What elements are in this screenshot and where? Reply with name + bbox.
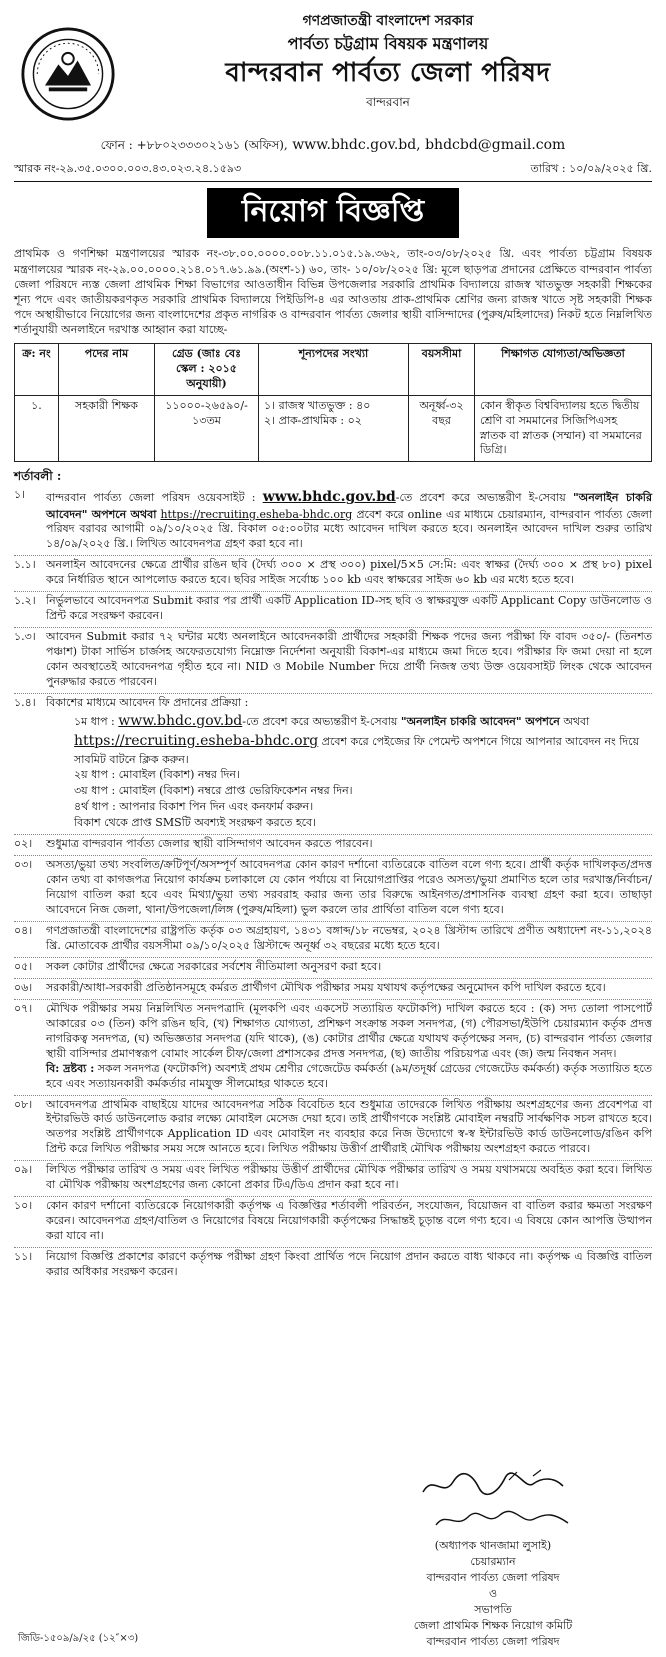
letterhead [14,8,652,160]
online-job-application-option: "অনলাইন চাকরি আবেদন" অপশনে অথবা [46,491,653,521]
vacancy-table [14,343,652,462]
clause-number: ০৪। [14,923,33,937]
cell-vacancy [259,395,409,461]
clause-1-part-b: -তে প্রবেশ করে অভ্যন্তরীণ ই-সেবায় [395,491,566,505]
government-name: গণপ্রজাতন্ত্রী বাংলাদেশ সরকার [302,13,474,29]
payment-step-5: বিকাশ থেকে প্রাপ্ত SMSটি অবশ্যই সংরক্ষণ করতে হবে। [74,816,317,830]
website-email[interactable]: www.bhdc.gov.bd, bhdcbd@gmail.com [292,137,566,153]
clause-number: ০২। [14,837,33,851]
clause-text: অসত্য/ভুয়া তথ্য সংবলিত/ক্রটিপূর্ণ/অসম্পূর্ণ আবেদনপত্র কোন কারণ দর্শানো ব্যতিরেকে বাতিল বলে গণ্য হবে। প্রার্থী কর্তৃক দাখিলকৃত/প্রদত্ত কোন তথ্য বা কাগজপত্র নিয়োগ কার্যক্রম চলাকালে যে কোন পর্যায়ে বা নিয়োগপ্রাপ্তির পরেও অসত্য/ভুয়া প্রমাণিত হলে তার দরখাস্ত/নির্বাচন/নিয়োগ বাতিল করা হবে এবং মিথ্যা/ভুয়া তথ্য সরবরাহ করার জন্য তার বিরুদ্ধে আইনগত/প্রশাসনিক ব্যবস্থা গ্রহণ করা হবে। তাছাড়া আবেদনে নিজ জেলা, থানা/উপজেলা/লিঙ্গ (পুরুষ/মহিলা) ভুল করলে তার প্রার্থিতা বাতিল বলে গণ্য হবে। [46,858,652,917]
clause-number: ১১। [14,1250,33,1264]
signature-block [368,1468,618,1649]
clause-number: ১.১। [14,558,36,572]
clause-11 [14,1248,652,1283]
vacancy-preprimary: ২। প্রাক-প্রাথমিক : ০২ [264,413,362,427]
cell-post: সহকারী শিক্ষক [59,395,155,461]
signatory-role-chairman: চেয়ারম্যান [470,1554,516,1568]
clause-number: ১.৪। [14,695,36,709]
clause-6 [14,979,652,1000]
clause-8 [14,1096,652,1162]
clause-7 [14,1000,652,1096]
clause-number: ০৭। [14,1001,33,1015]
signatory-and: ও [488,1586,498,1600]
payment-step-3: ৩য় ধাপ : মোবাইল (বিকাশ) নম্বরে প্রাপ্ত ভেরিফিকেশন নম্বর দিন। [74,784,353,798]
clause-4 [14,922,652,958]
clause-number: ০৯। [14,1163,33,1177]
clause-text: কোন কারণ দর্শানো ব্যতিরেকে নিয়োগকারী কর্তৃপক্ষ এ বিজ্ঞপ্তির শর্তাবলী পরিবর্তন, সংযোজন, বিয়োজন বা বাতিল করার ক্ষমতা সংরক্ষণ করেন। আবেদনপত্র গ্রহণ/বাতিল ও নিয়োগের বিষয়ে নিয়োগকারী কর্তৃপক্ষের সিদ্ধান্তই চূড়ান্ত বলে গণ্য হবে। এ বিষয়ে কোন আপত্তি উত্থাপন করা যাবে না। [46,1199,652,1243]
clause-number: ০৫। [14,959,33,973]
ministry-name: পার্বত্য চট্টগ্রাম বিষয়ক মন্ত্রণালয় [287,33,489,53]
signatory-org: বান্দরবান পার্বত্য জেলা পরিষদ [426,1570,560,1584]
clause-text: আবেদন Submit করার ৭২ ঘন্টার মধ্যে অনলাইনে আবেদনকারী প্রার্থীদের সহকারী শিক্ষক পদের জন্য পরীক্ষা ফি বাবদ ৩৫০/- (তিনশত পঞ্চাশ) টাকা সার্ভিস চার্জসহ অফেরতযোগ্য নিম্নোক্ত নির্দেশনা অনুযায়ী বিকাশ-এর মাধ্যমে জমা দিতে হবে। পরীক্ষার ফি জমা দেয়া না হলে কোন অবস্থাতেই আবেদনপত্র গৃহীত হবে না। NID ও Mobile Number দিয়ে প্রার্থী নিজস্ব তথ্য উক্ত ওয়েবসাইট লিংক থেকে আবেদন পুনরুদ্ধার করতে পারবেন। [46,630,652,689]
signatory-name: (অধ্যাপক থানজামা লুসাই) [434,1538,552,1552]
clause-number: ১। [14,488,26,502]
clause-text: বিকাশের মাধ্যমে আবেদন ফি প্রদানের প্রক্রিয়া : [46,695,249,709]
clause-number: ১০। [14,1199,33,1213]
table-row [15,395,652,461]
clause-5 [14,958,652,979]
memo-number: স্মারক নং-২৯.৩৫.০৩০০.০০৩.৪৩.০২৩.২৪.১৫৯৩ [14,162,242,175]
step-1-part-b: -তে প্রবেশ করে অভ্যন্তরীণ ই-সেবায় [242,714,398,728]
clause-7-body: মৌখিক পরীক্ষার সময় নিম্নলিখিত সনদপত্রাদি (মূলকপি এবং একসেট সত্যায়িত ফটোকপি) দাখিল করতে হবে : (ক) সদ্য তোলা পাসপোর্ট আকারের ০৩ (তিন) কপি রঙিন ছবি, (খ) শিক্ষাগত যোগ্যতা, প্রশিক্ষণ সংক্রান্ত সকল সনদপত্র, (গ) পৌরসভা/ইউপি চেয়ারম্যান কর্তৃক প্রদত্ত নাগরিকত্ব সনদপত্র, (ঘ) অভিজ্ঞতার সনদপত্র (যদি থাকে), (ঙ) কোটার প্রার্থীর ক্ষেত্রে যথাযথ কর্তৃপক্ষের সনদ, (চ) বান্দরবান পার্বত্য জেলার স্থায়ী বাসিন্দার প্রমাণস্বরূপ বোমাং সার্কেল চীফ/জেলা প্রশাসকের প্রদত্ত সনদপত্র, (ছ) জাতীয় পরিচয়পত্র এবং (জ) জন্ম নিবন্ধন সনদ। [46,1001,652,1060]
vacancy-revenue: ১। রাজস্ব খাতভুক্ত : ৪০ [264,398,371,412]
step-1-label: ১ম ধাপ : [74,714,115,728]
clause-1-part-a: বান্দরবান পার্বত্য জেলা পরিষদ ওয়েবসাইট : [46,491,256,505]
clause-9 [14,1161,652,1197]
clause-number: ০৮। [14,1097,33,1111]
step-recruiting-portal-link[interactable]: https://recruiting.esheba-bhdc.org [74,733,319,750]
recruiting-portal-link[interactable]: https://recruiting.esheba-bhdc.org [160,507,353,521]
payment-step-2: ২য় ধাপ : মোবাইল (বিকাশ) নম্বর দিন। [74,768,240,782]
clause-text: শুধুমাত্র বান্দরবান পার্বত্য জেলার স্থায়ী বাসিন্দাগণ আবেদন করতে পারবেন। [46,837,373,851]
cell-age: অনূর্ধ্ব-৩২ বছর [409,395,475,461]
cell-serial: ১. [15,395,59,461]
clause-text [46,1002,652,1092]
step-website-link[interactable]: www.bhdc.gov.bd [118,712,243,729]
clause-10 [14,1197,652,1248]
gd-reference: জিডি-১৫০৯/৯/২৫ (১২″×৩) [18,1632,139,1644]
note-text: সকল সনদপত্র (ফটোকপি) অবশ্যই প্রথম শ্রেণীর গেজেটেড কর্মকর্তা (৯ম/তদূর্ধ্ব গ্রেডের গেজেটেড কর্মকর্তা) কর্তৃক সত্যায়িত হতে হবে এবং সত্যায়নকারী কর্মকর্তার নামযুক্ত সীলমোহর থাকতে হবে। [46,1061,653,1090]
col-grade: গ্রেড (জাঃ বেঃ স্কেল : ২০১৫ অনুযায়ী) [155,344,259,396]
website-link[interactable]: www.bhdc.gov.bd [262,489,396,506]
note-label: বি: দ্রষ্টব্য : [46,1061,95,1075]
clause-text: লিখিত পরীক্ষার তারিখ ও সময় এবং লিখিত পরীক্ষায় উত্তীর্ণ প্রার্থীদের মৌখিক পরীক্ষার তারিখ ও সময় যথাসময়ে অবহিত করা হবে। লিখিত বা মৌখিক পরীক্ষায় অংশগ্রহণের জন্য কোনো প্রকার টিএ/ডিএ প্রদান করা হবে না। [46,1163,652,1192]
step-online-application-option: "অনলাইন চাকরি আবেদন" অপশনে [400,714,560,728]
notice-title: নিয়োগ বিজ্ঞপ্তি [207,188,459,239]
col-qualification: শিক্ষাগত যোগ্যতা/অভিজ্ঞতা [475,344,652,396]
place-name: বান্দরবান [366,94,410,109]
table-header-row [15,344,652,396]
clause-text: নিয়োগ বিজ্ঞপ্তি প্রকাশের কারণে কর্তৃপক্ষ পরীক্ষা গ্রহণ কিংবা প্রার্থিত পদে নিয়োগ প্রদান করতে বাধ্য থাকবে না। কর্তৃপক্ষ এ বিজ্ঞপ্তি বাতিল করার অধিকার সংরক্ষণ করেন। [46,1250,652,1279]
col-age: বয়সসীমা [409,344,475,396]
letterhead-text [124,8,652,110]
col-post: পদের নাম [59,344,155,396]
col-serial: ক্র: নং [15,344,59,396]
council-seal-icon [20,26,116,122]
step-1-or: অথবা [563,714,590,728]
clause-text: গণপ্রজাতন্ত্রী বাংলাদেশের রাষ্ট্রপতি কর্তৃক ০৩ অগ্রহায়ণ, ১৪৩১ বঙ্গাব্দ/১৮ নভেম্বর, ২০২৪ খ্রিস্টাব্দ তারিখে প্রণীত অধ্যাদেশ নং-১১,২০২৪ খ্রি. মোতাবেক প্রার্থীর বয়সসীমা ০৯/১০/২০২৫ খ্রিস্টাব্দে অনূর্ধ্ব ৩২ বছরের মধ্যে হতে হবে। [46,923,652,952]
clause-text: নির্ভুলভাবে আবেদনপত্র Submit করার পর প্রার্থী একটি Application ID-সহ ছবি ও স্বাক্ষরযুক্ত একটি Applicant Copy ডাউনলোড ও প্রিন্ট করে সংরক্ষণ করবেন। [46,594,652,623]
clause-text: অনলাইন আবেদনের ক্ষেত্রে প্রার্থীর রঙিন ছবি (দৈর্ঘ্য ৩০০ × প্রস্থ ৩০০) pixel/5×5 সে:মি: এবং স্বাক্ষর (দৈর্ঘ্য ৩০০ × প্রস্থ ৮০) pixel করে নির্ধারিত স্থানে আপলোড করতে হবে। ছবির সাইজ সর্বোচ্চ ১০০ kb এবং স্বাক্ষরের সাইজ ৬০ kb এর মধ্যে হতে হবে। [46,558,652,587]
clause-1-2 [14,592,652,628]
clause-1-3 [14,628,652,694]
payment-step-1 [74,711,652,768]
col-vacancy: শূন্যপদের সংখ্যা [259,344,409,396]
handwritten-signature [413,1468,573,1502]
payment-step-4: ৪র্থ ধাপ : আপনার বিকাশ পিন দিন এবং কনফার্ম করুন। [74,800,314,814]
signatory-org-2: বান্দরবান পার্বত্য জেলা পরিষদ [426,1634,560,1648]
clause-number: ১.৩। [14,630,36,644]
phone-number: ফোন : +৮৮০২৩৩৩০২১৬১ (অফিস), [100,138,288,152]
clause-text: আবেদনপত্র প্রাথমিক বাছাইয়ে যাদের আবেদনপত্র সঠিক বিবেচিত হবে শুধুমাত্র তাদেরকে লিখিত পরীক্ষায় অংশগ্রহণের জন্য প্রবেশপত্র বা ইন্টারভিউ কার্ড ডাউনলোড করার লক্ষ্যে মোবাইল মেসেজ দেয়া হবে। তাই প্রার্থীগণকে সংশ্লিষ্ট মোবাইল নম্বরটি সার্বক্ষণিক সচল রাখতে হবে। অতপর সংশ্লিষ্ট প্রার্থীগণকে Application ID এবং মোবাইল নং ব্যবহার করে নিজ উদ্যোগে স্ব-স্ব ইন্টারভিউ কার্ড ডাউনলোড/রঙিন কপি প্রিন্ট করে লিখিত পরীক্ষার সময় সঙ্গে আনতে হবে। লিখিত পরীক্ষায় উত্তীর্ণ প্রার্থীরাই মৌখিক পরীক্ষায় অংশগ্রহণ করতে পারবে। [46,1097,652,1156]
clause-text [46,488,652,552]
clause-1 [14,486,652,556]
clause-number: ০৬। [14,980,33,994]
clause-number: ১.২। [14,594,36,608]
council-name: বান্দরবান পার্বত্য জেলা পরিষদ [225,58,551,89]
contact-line [14,136,652,155]
memo-date: তারিখ : ১০/০৯/২০২৫ খ্রি. [530,162,652,175]
clause-1-4 [14,694,652,835]
conditions-title: শর্তাবলী : [14,469,62,484]
clause-1-part-c: প্রবেশ করে online এর মাধ্যমে চেয়ারম্যান, বান্দরবান পার্বত্য জেলা পরিষদ বরাবর আগামী ০৯/১০/২০২৫ খ্রি. বিকাল ০৫:০০টার মধ্যে আবেদন দাখিল করতে হবে। অনলাইন আবেদন দাখিল শুরুর তারিখ ১৪/০৯/২০২৫ খ্রি.। লিখিত আবেদনপত্র গ্রহণ করা হবে না। [46,507,653,551]
cursive-signature-mark [428,1507,588,1533]
header-divider [14,181,652,182]
cell-qualification: কোন স্বীকৃত বিশ্ববিদ্যালয় হতে দ্বিতীয় শ্রেণি বা সমমানের সিজিপিএসহ স্নাতক বা স্নাতক (সম্মান) বা সমমানের ডিগ্রি। [475,395,652,461]
signatory-role-president: সভাপতি [474,1602,512,1616]
signatory-committee: জেলা প্রাথমিক শিক্ষক নিয়োগ কমিটি [413,1618,573,1632]
cell-grade: ১১০০০-২৬৫৯০/- ১৩তম [155,395,259,461]
clause-1-1 [14,556,652,592]
intro-paragraph: প্রাথমিক ও গণশিক্ষা মন্ত্রণালয়ের স্মারক নং-৩৮.০০.০০০০.০০৮.১১.০১৫.১৯.৩৬২, তাং-০৩/০৮/২০২৫ খ্রি. এবং পার্বত্য চট্টগ্রাম বিষয়ক মন্ত্রণালয়ের স্মারক নং-২৯.০০.০০০০.২১৪.০১৭.৬১.৯৯.(অংশ-১) ৬০, তাং- ১০/০৮/২০২৫ খ্রি: মূলে ছাড়পত্র প্রদানের প্রেক্ষিতে বান্দরবান পার্বত্য জেলা পরিষদে ন্যস্ত জেলা প্রাথমিক শিক্ষা বিভাগের আওতাধীন বিভিন্ন উপজেলার সরকারি প্রাথমিক বিদ্যালয়ে রাজস্ব খাতভুক্ত সহকারী শিক্ষকের শূন্য পদে এবং জাতীয়করণকৃত সরকারি প্রাথমিক বিদ্যালয়ে পিইডিপি-৪ এর আওতায় প্রাক-প্রাথমিক শ্রেণির জন্য রাজস্ব খাতে সৃষ্ট সহকারী শিক্ষক পদে অস্থায়ীভাবে নিয়োগের জন্য বাংলাদেশের প্রকৃত নাগরিক ও বান্দরবান পার্বত্য জেলার স্থায়ী বাসিন্দাদের (পুরুষ/মহিলাদের) নিকট হতে নিম্নলিখিত শর্তানুযায়ী অনলাইনে দরখাস্ত আহ্বান করা যাচ্ছে- [14,247,652,337]
clause-number: ০৩। [14,858,33,872]
clause-text: সকল কোটার প্রার্থীদের ক্ষেত্রে সরকারের সর্বশেষ নীতিমালা অনুসরণ করা হবে। [46,959,382,973]
step-1-part-d: প্রবেশ করে পেইজের ফি পেমেন্ট অপশনে গিয়ে আপনার আবেদন নং দিয়ে সাবমিট বাটনে ক্লিক করুন। [74,735,640,766]
payment-steps [14,711,652,831]
clause-2 [14,835,652,856]
memo-line [14,160,652,181]
clause-3 [14,856,652,922]
clause-text: সরকারী/আধা-সরকারী প্রতিষ্ঠানসমূহে কর্মরত প্রার্থীগণ মৌখিক পরীক্ষার সময় যথাযথ কর্তৃপক্ষের অনুমোদন কপি দাখিল করতে হবে। [46,980,606,994]
